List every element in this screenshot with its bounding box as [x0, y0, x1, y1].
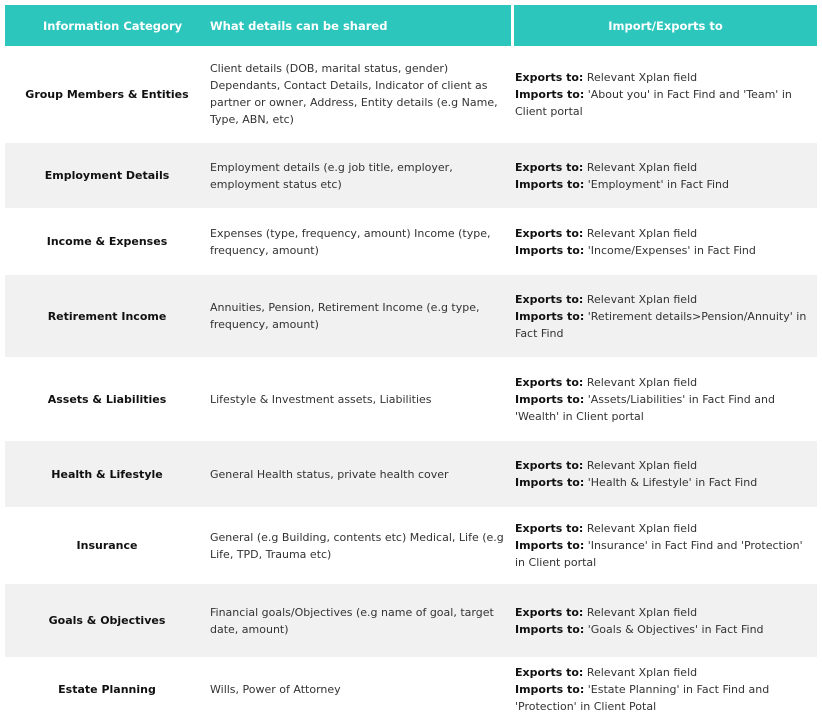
details-cell: Annuities, Pension, Retirement Income (e.g type, frequency, amount)	[210, 301, 480, 331]
exports-value: Relevant Xplan field	[583, 70, 698, 84]
import-export-cell	[514, 359, 817, 439]
exports-label: Exports to:	[515, 522, 584, 535]
table-row	[5, 659, 817, 722]
exports-value: Relevant Xplan field	[583, 522, 698, 535]
import-export-cell	[514, 509, 817, 582]
imports-value: 'Estate Planning' in Fact Find and 'Protection' in Client Potal	[515, 683, 770, 713]
exports-label: Exports to:	[515, 160, 584, 174]
imports-label: Imports to:	[515, 476, 585, 489]
details-cell: Client details (DOB, marital status, gender) Dependants, Contact Details, Indicator of client as partner or owner, Address, Entity details (e.g Name, Type, ABN, etc)	[210, 62, 498, 126]
exports-label: Exports to:	[515, 605, 584, 619]
imports-value: 'Goals & Objectives' in Fact Find	[584, 622, 764, 636]
imports-value: 'Assets/Liabilities' in Fact Find and 'Wealth' in Client portal	[515, 392, 775, 423]
imports-value: 'Health & Lifestyle' in Fact Find	[584, 476, 758, 489]
category-cell: Employment Details	[44, 169, 170, 182]
details-cell: General Health status, private health cover	[210, 467, 449, 481]
info-sharing-table	[5, 5, 817, 722]
details-cell: Expenses (type, frequency, amount) Income (type, frequency, amount)	[210, 226, 491, 257]
imports-label: Imports to:	[515, 683, 585, 696]
imports-label: Imports to:	[515, 87, 585, 101]
category-cell: Goals & Objectives	[48, 614, 166, 627]
table-row	[5, 47, 817, 143]
imports-label: Imports to:	[515, 177, 585, 191]
exports-value: Relevant Xplan field	[583, 375, 698, 389]
import-export-cell	[514, 275, 817, 357]
table-row	[5, 210, 817, 275]
import-export-cell	[514, 143, 817, 208]
imports-value: 'Insurance' in Fact Find and 'Protection' in Client portal	[515, 539, 803, 569]
imports-value: 'About you' in Fact Find and 'Team' in Client portal	[515, 87, 792, 118]
imports-label: Imports to:	[515, 539, 585, 552]
exports-value: Relevant Xplan field	[583, 605, 698, 619]
table-row	[5, 584, 817, 659]
exports-value: Relevant Xplan field	[583, 160, 698, 174]
imports-label: Imports to:	[515, 622, 585, 636]
header-import-exports: Import/Exports to	[512, 5, 817, 46]
table-row	[5, 441, 817, 509]
imports-value: 'Income/Expenses' in Fact Find	[584, 243, 756, 257]
table-header	[5, 5, 817, 47]
category-cell: Health & Lifestyle	[51, 467, 163, 481]
category-cell: Estate Planning	[58, 683, 156, 696]
imports-label: Imports to:	[515, 309, 585, 323]
details-cell: Wills, Power of Attorney	[210, 683, 341, 696]
exports-label: Exports to:	[515, 666, 584, 679]
imports-label: Imports to:	[515, 243, 585, 257]
category-cell: Insurance	[76, 539, 138, 552]
import-export-cell	[514, 441, 817, 507]
table-row	[5, 275, 817, 359]
exports-value: Relevant Xplan field	[583, 292, 698, 306]
category-cell: Income & Expenses	[46, 235, 168, 248]
details-cell: Employment details (e.g job title, employer, employment status etc)	[210, 160, 453, 191]
details-cell: General (e.g Building, contents etc) Medical, Life (e.g Life, TPD, Trauma etc)	[210, 530, 504, 561]
exports-value: Relevant Xplan field	[583, 666, 698, 679]
exports-label: Exports to:	[515, 375, 584, 389]
imports-label: Imports to:	[515, 392, 585, 406]
exports-label: Exports to:	[515, 226, 584, 240]
exports-value: Relevant Xplan field	[583, 459, 698, 472]
header-information-category: Information Category	[5, 5, 209, 46]
exports-value: Relevant Xplan field	[583, 226, 698, 240]
import-export-cell	[514, 210, 817, 273]
import-export-cell	[514, 47, 817, 141]
header-details-shared: What details can be shared	[209, 5, 511, 46]
import-export-cell	[514, 584, 817, 657]
category-cell: Retirement Income	[47, 309, 167, 323]
exports-label: Exports to:	[515, 459, 584, 472]
details-cell: Lifestyle & Investment assets, Liabilities	[210, 392, 432, 406]
table-row	[5, 359, 817, 441]
exports-label: Exports to:	[515, 70, 584, 84]
imports-value: 'Retirement details>Pension/Annuity' in Fact Find	[515, 309, 807, 340]
table-row	[5, 509, 817, 584]
exports-label: Exports to:	[515, 292, 584, 306]
category-cell: Group Members & Entities	[25, 87, 189, 101]
table-row	[5, 143, 817, 210]
details-cell: Financial goals/Objectives (e.g name of goal, target date, amount)	[210, 605, 494, 636]
imports-value: 'Employment' in Fact Find	[584, 177, 729, 191]
category-cell: Assets & Liabilities	[47, 392, 167, 406]
import-export-cell	[514, 659, 817, 720]
